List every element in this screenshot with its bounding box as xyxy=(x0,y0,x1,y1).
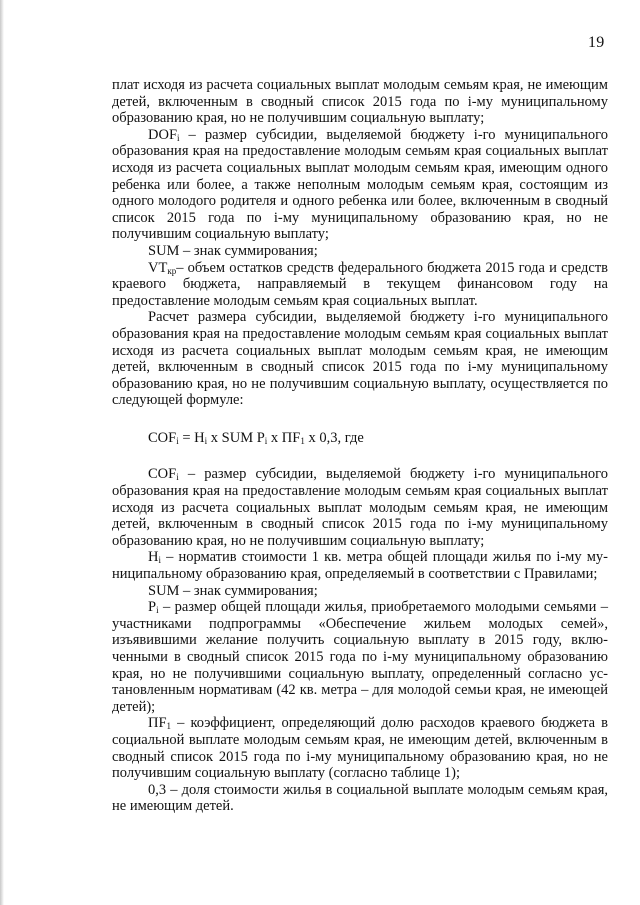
paragraph-continuation: плат исходя из расчета социальных выплат молодым семьям края, не имеющим детей, включенным в сводный список 2015 года по i-му муниципальному образованию края, но не получившим социальную выплату; xyxy=(112,77,608,127)
definition-p-text: – размер общей площади жилья, приобретаемого молодыми семьями – участниками подпрограммы «Обеспечение жильем молодых семей», изъявившими желание получить социальную выплату в 2015 году, включенными в сводный список 2015 года по i-му муниципальному образованию края, но не получившими социальную выплату, определенный согласно установленным нормативам (42 кв. метра – для молодой семьи края, не имеющей детей); xyxy=(112,599,608,715)
formula-part-tail: x 0,3, где xyxy=(304,429,364,446)
scan-edge-shadow xyxy=(0,0,4,905)
definition-sum-2: SUM – знак суммирования; xyxy=(148,582,318,599)
definition-h xyxy=(112,549,608,582)
definition-h-text: – норматив стоимости 1 кв. метра общей площади жилья по i-му муниципальному образованию края, определяемый в соответствии с Правилами; xyxy=(112,549,608,583)
symbol-h-subscript: i xyxy=(158,555,161,566)
definition-vt xyxy=(112,260,608,310)
formula-part-pf: x ПF xyxy=(267,429,301,446)
definition-sum: SUM – знак суммирования; xyxy=(148,242,318,259)
formula-part-h: = H xyxy=(178,429,205,446)
definition-coefficient: 0,3 – доля стоимости жилья в социальной выплате молодым семьям края, не имеющим детей. xyxy=(112,781,608,815)
definition-p xyxy=(112,599,608,715)
symbol-pf: ПF xyxy=(148,715,167,732)
page-number: 19 xyxy=(588,34,605,51)
definition-dof xyxy=(112,127,608,243)
formula-sub-h: i xyxy=(204,435,208,446)
formula-part-sum-p: x SUM P xyxy=(207,429,265,446)
symbol-pf-subscript: 1 xyxy=(166,721,172,732)
formula-cof xyxy=(112,430,608,447)
symbol-h: H xyxy=(148,549,159,566)
definition-dof-text: – размер субсидии, выделяемой бюджету i-го муниципального образования края на предоставление молодым семьям края социальных выплат исходя из расчета социальных выплат молодым семьям края, имеющим одного ребенка или более, а также неполным молодым семьям края, состоящим из одного молодого родителя и одного ребенка или более, включенным в сводный список 2015 года по i-му муниципальному образованию края, но не получившим социальную выплату; xyxy=(112,126,608,243)
definition-pf-text: – коэффициент, определяющий долю расходов краевого бюджета в социальной выплате молодым семьям края, не имеющим детей, включенным в сводный список 2015 года по i-му муниципальному образованию края, но не получившим социальную выплату (согласно таблице 1); xyxy=(112,715,608,782)
calculation-intro: Расчет размера субсидии, выделяемой бюджету i-го муниципального образования края на предоставление молодым семьям края социальных выплат исходя из расчета социальных выплат молодым семьям края, не имеющим детей, включенным в сводный список 2015 года по i-му муниципальному образованию края, но не получившим социальную выплату, осуществляется по следующей формуле: xyxy=(112,309,608,409)
symbol-dof: DOF xyxy=(148,126,178,143)
definition-vt-text: – объем остатков средств федерального бюджета 2015 года и средств краевого бюджета, направляемый в текущем финансовом году на предоставление молодым семьям края социальных выплат. xyxy=(112,259,608,309)
formula-sub-cof: i xyxy=(176,435,179,446)
formula-part-cof: COF xyxy=(148,429,177,446)
symbol-p-subscript: i xyxy=(156,605,159,616)
definition-pf xyxy=(112,715,608,781)
formula-sub-pf: 1 xyxy=(300,435,305,446)
symbol-dof-subscript: i xyxy=(177,132,180,143)
symbol-vt-subscript: кр xyxy=(167,265,177,276)
symbol-p: P xyxy=(148,599,157,616)
definition-cof-text: – размер субсидии, выделяемой бюджету i-го муниципального образования края на предоставление молодым семьям края социальных выплат исходя из расчета социальных выплат молодым семьям края, не имеющим детей, включенным в сводный список 2015 года по i-му муниципальному образованию края, но не получившим социальную выплату; xyxy=(112,466,608,549)
symbol-vt: VT xyxy=(148,259,168,276)
symbol-cof: COF xyxy=(148,466,177,483)
symbol-cof-subscript: i xyxy=(176,472,179,483)
document-body xyxy=(112,77,608,815)
definition-cof xyxy=(112,466,608,549)
formula-sub-p: i xyxy=(264,435,268,446)
